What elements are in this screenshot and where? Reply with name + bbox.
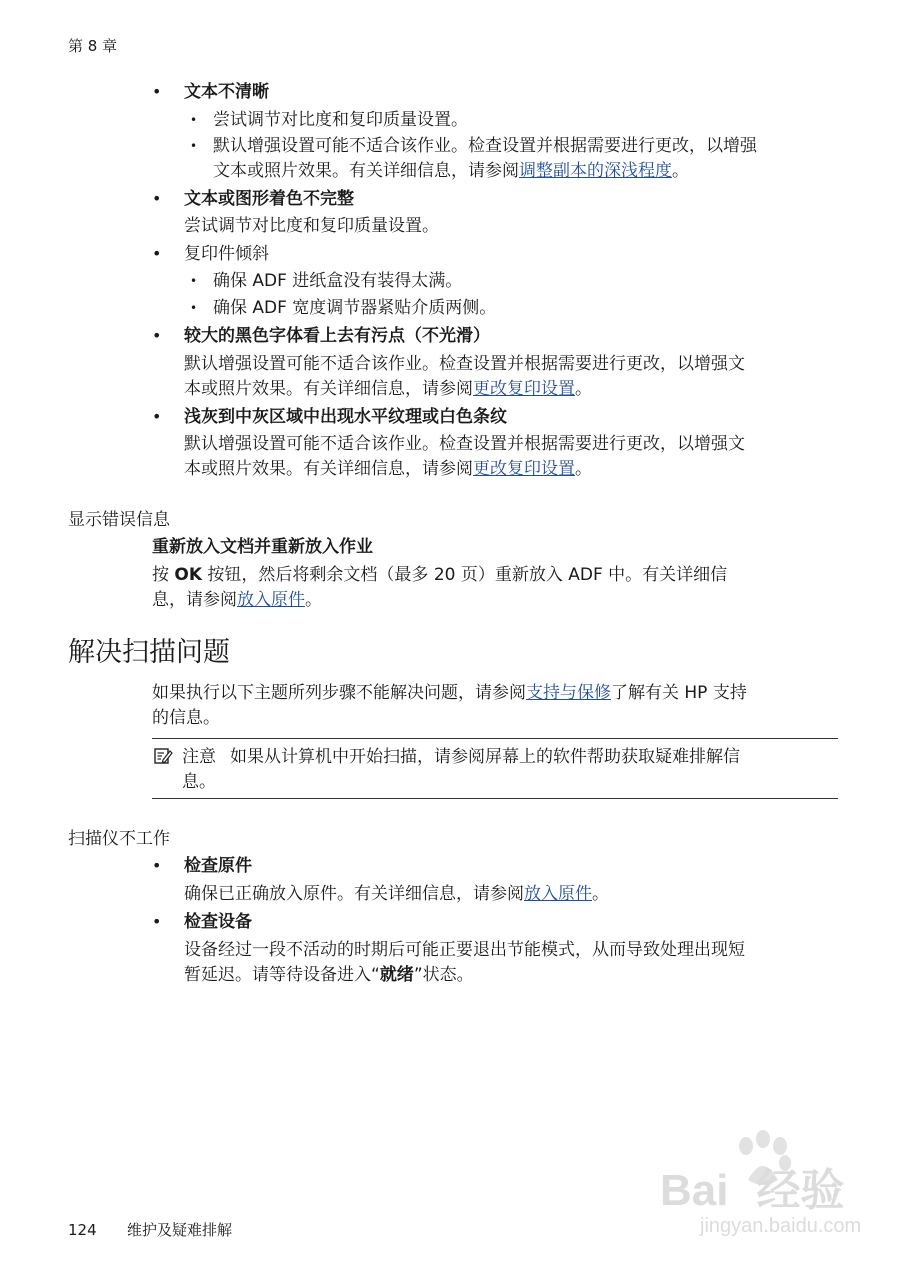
sub-bullet-text: 默认增强设置可能不适合该作业。检查设置并根据需要进行更改，以增强	[213, 136, 757, 156]
watermark-brand	[660, 1166, 844, 1216]
bullet-body-cont	[184, 457, 592, 481]
text: 。	[575, 379, 592, 399]
text: 文本或照片效果。有关详细信息，请参阅	[213, 161, 519, 181]
text: 暂延迟。请等待设备进入	[184, 965, 371, 985]
text: 。	[592, 884, 609, 904]
bullet-body-cont	[184, 963, 474, 987]
error-body-cont	[152, 588, 322, 612]
footer-title: 维护及疑难排解	[127, 1221, 233, 1239]
bullet-title: 较大的黑色字体看上去有污点（不光滑）	[184, 326, 490, 346]
bullet-title: 浅灰到中灰区域中出现水平纹理或白色条纹	[184, 407, 507, 427]
bullet-body-cont	[184, 377, 592, 401]
text: 。	[575, 459, 592, 479]
link-change-copy-settings[interactable]: 更改复印设置	[473, 379, 575, 399]
error-body	[152, 563, 727, 587]
link-adjust-copy-darkness[interactable]: 调整副本的深浅程度	[519, 161, 672, 181]
ok-button-label: OK	[174, 565, 203, 585]
link-load-originals[interactable]: 放入原件	[237, 590, 305, 610]
bullet-title: 检查原件	[184, 856, 252, 876]
section-heading: 扫描仪不工作	[68, 829, 170, 849]
note-text-cont: 息。	[182, 772, 216, 792]
sub-bullet-text: 尝试调节对比度和复印质量设置。	[213, 110, 468, 130]
sub-bullet-text-cont	[213, 159, 689, 183]
bullet-title: 检查设备	[184, 912, 252, 932]
page-number: 124	[68, 1221, 97, 1239]
text: 本或照片效果。有关详细信息，请参阅	[184, 459, 473, 479]
bullet-title: 文本不清晰	[184, 82, 269, 102]
bullet-dot: •	[152, 856, 162, 875]
link-support-warranty[interactable]: 支持与保修	[526, 683, 611, 703]
text: 如果执行以下主题所列步骤不能解决问题，请参阅	[152, 683, 526, 703]
text: 状态。	[422, 965, 474, 985]
watermark-url: jingyan.baidu.com	[700, 1215, 862, 1237]
sub-bullet-text: 确保 ADF 进纸盒没有装得太满。	[213, 271, 463, 291]
bullet-dot: •	[152, 912, 162, 931]
text: 息，请参阅	[152, 590, 237, 610]
note-bottom-rule	[152, 798, 838, 799]
sub-bullet-dot: •	[190, 301, 198, 315]
ready-state: 就绪	[379, 965, 414, 985]
note-icon	[153, 746, 173, 766]
note-top-rule	[152, 738, 838, 739]
bullet-body	[184, 882, 609, 906]
sub-bullet-dot: •	[190, 274, 198, 288]
page-section-title: 解决扫描问题	[68, 637, 230, 668]
bullet-dot: •	[152, 189, 162, 208]
link-change-copy-settings[interactable]: 更改复印设置	[473, 459, 575, 479]
text: 按	[152, 565, 175, 585]
bullet-title: 复印件倾斜	[184, 244, 269, 264]
watermark-brand-left: Bai	[660, 1166, 729, 1215]
bullet-dot: •	[152, 82, 162, 101]
scan-intro-cont: 的信息。	[152, 708, 220, 728]
text: 了解有关 HP 支持	[611, 683, 747, 703]
text: 本或照片效果。有关详细信息，请参阅	[184, 379, 473, 399]
note-label: 注意	[182, 747, 216, 767]
bullet-body: 默认增强设置可能不适合该作业。检查设置并根据需要进行更改，以增强文	[184, 434, 745, 454]
text: ”	[413, 965, 423, 985]
note-text	[182, 745, 740, 769]
bullet-dot: •	[152, 407, 162, 426]
error-title: 重新放入文档并重新放入作业	[152, 537, 373, 557]
bullet-body: 默认增强设置可能不适合该作业。检查设置并根据需要进行更改，以增强文	[184, 354, 745, 374]
text: 。	[305, 590, 322, 610]
sub-bullet-dot: •	[190, 113, 198, 127]
chapter-label: 第 8 章	[68, 37, 118, 55]
bullet-title: 文本或图形着色不完整	[184, 189, 354, 209]
bullet-dot: •	[152, 326, 162, 345]
section-heading: 显示错误信息	[68, 510, 170, 530]
text: “	[371, 965, 380, 985]
link-load-originals[interactable]: 放入原件	[524, 884, 592, 904]
text: 。	[672, 161, 689, 181]
bullet-body: 设备经过一段不活动的时期后可能正要退出节能模式，从而导致处理出现短	[184, 940, 745, 960]
text: 按钮，然后将剩余文档（最多 20 页）重新放入 ADF 中。有关详细信	[202, 565, 728, 585]
bullet-dot: •	[152, 244, 162, 263]
sub-bullet-text: 确保 ADF 宽度调节器紧贴介质两侧。	[213, 298, 497, 318]
text: 如果从计算机中开始扫描，请参阅屏幕上的软件帮助获取疑难排解信	[230, 747, 740, 767]
watermark-brand-right: 经验	[756, 1166, 845, 1215]
sub-bullet-dot: •	[190, 139, 198, 153]
text: 确保已正确放入原件。有关详细信息，请参阅	[184, 884, 524, 904]
scan-intro	[152, 681, 747, 705]
bullet-body: 尝试调节对比度和复印质量设置。	[184, 216, 439, 236]
